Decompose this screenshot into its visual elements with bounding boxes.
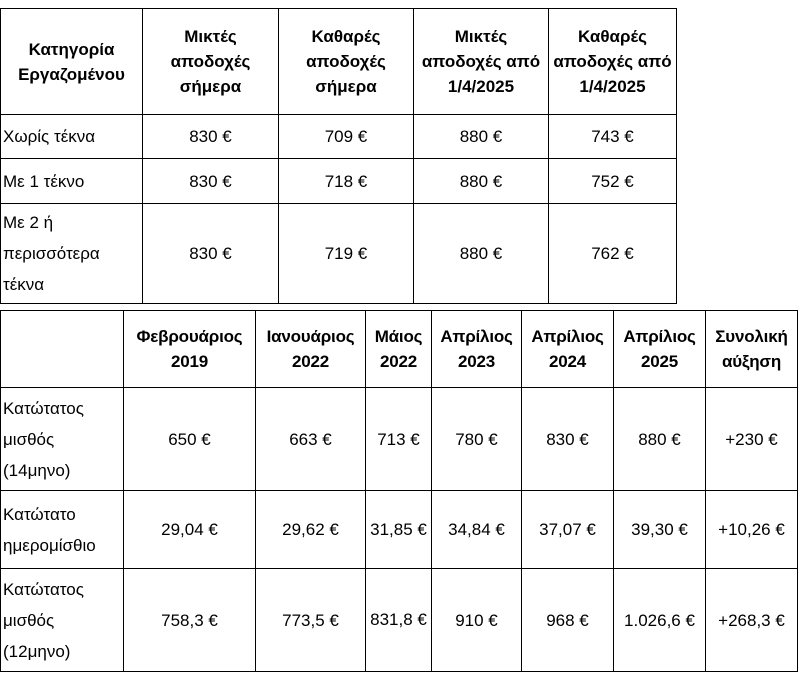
cell-value: 758,3 €: [124, 569, 256, 672]
cell-value: 663 €: [256, 388, 366, 491]
header-gross-from-april-2025: Μικτές αποδοχές από 1/4/2025: [414, 9, 549, 115]
cell-value: 31,85 €: [366, 491, 432, 569]
table-row: [1, 388, 798, 491]
table-row: [1, 204, 677, 304]
row-label: Κατώτατος μισθός (12μηνο): [1, 569, 124, 672]
cell-value: 880 €: [614, 388, 706, 491]
header-apr-2024: Απρίλιος 2024: [522, 311, 614, 388]
table-header-row: [1, 9, 677, 115]
header-apr-2025: Απρίλιος 2025: [614, 311, 706, 388]
cell-value: +268,3 €: [706, 569, 798, 672]
cell-value: 762 €: [549, 204, 677, 304]
cell-value: +230 €: [706, 388, 798, 491]
cell-value: 650 €: [124, 388, 256, 491]
row-label: Κατώτατο ημερομίσθιο: [1, 491, 124, 569]
cell-value: 773,5 €: [256, 569, 366, 672]
header-empty: [1, 311, 124, 388]
cell-value: 830 €: [143, 159, 279, 204]
cell-value: 29,04 €: [124, 491, 256, 569]
header-total-increase: Συνολική αύξηση: [706, 311, 798, 388]
row-label: Με 2 ή περισσότερα τέκνα: [1, 204, 143, 304]
header-apr-2023: Απρίλιος 2023: [432, 311, 522, 388]
cell-value: 880 €: [414, 159, 549, 204]
header-gross-today: Μικτές αποδοχές σήμερα: [143, 9, 279, 115]
cell-value: 1.026,6 €: [614, 569, 706, 672]
cell-value: 743 €: [549, 115, 677, 159]
cell-value: 709 €: [279, 115, 414, 159]
cell-value: 780 €: [432, 388, 522, 491]
cell-value: 713 €: [366, 388, 432, 491]
header-may-2022: Μάιος 2022: [366, 311, 432, 388]
cell-value: 37,07 €: [522, 491, 614, 569]
table-row: [1, 569, 798, 672]
header-net-from-april-2025: Καθαρές αποδοχές από 1/4/2025: [549, 9, 677, 115]
row-label: Κατώτατος μισθός (14μηνο): [1, 388, 124, 491]
table-row: [1, 115, 677, 159]
header-jan-2022: Ιανουάριος 2022: [256, 311, 366, 388]
cell-value: 830 €: [143, 115, 279, 159]
cell-value: 830 €: [143, 204, 279, 304]
cell-value: +10,26 €: [706, 491, 798, 569]
table-salaries-by-children: [0, 8, 677, 304]
cell-value: 831,8 €: [366, 569, 432, 672]
cell-value: 880 €: [414, 204, 549, 304]
row-label: Χωρίς τέκνα: [1, 115, 143, 159]
cell-value: 968 €: [522, 569, 614, 672]
cell-value: 880 €: [414, 115, 549, 159]
header-employee-category: Κατηγορία Εργαζομένου: [1, 9, 143, 115]
table-row: [1, 159, 677, 204]
table-row: [1, 491, 798, 569]
cell-value: 830 €: [522, 388, 614, 491]
header-feb-2019: Φεβρουάριος 2019: [124, 311, 256, 388]
cell-value: 718 €: [279, 159, 414, 204]
cell-value: 719 €: [279, 204, 414, 304]
cell-value: 752 €: [549, 159, 677, 204]
cell-value: 29,62 €: [256, 491, 366, 569]
table-header-row: [1, 311, 798, 388]
header-net-today: Καθαρές αποδοχές σήμερα: [279, 9, 414, 115]
cell-value: 39,30 €: [614, 491, 706, 569]
cell-value: 34,84 €: [432, 491, 522, 569]
table-minimum-wage-history: [0, 310, 798, 672]
cell-value: 910 €: [432, 569, 522, 672]
row-label: Με 1 τέκνο: [1, 159, 143, 204]
